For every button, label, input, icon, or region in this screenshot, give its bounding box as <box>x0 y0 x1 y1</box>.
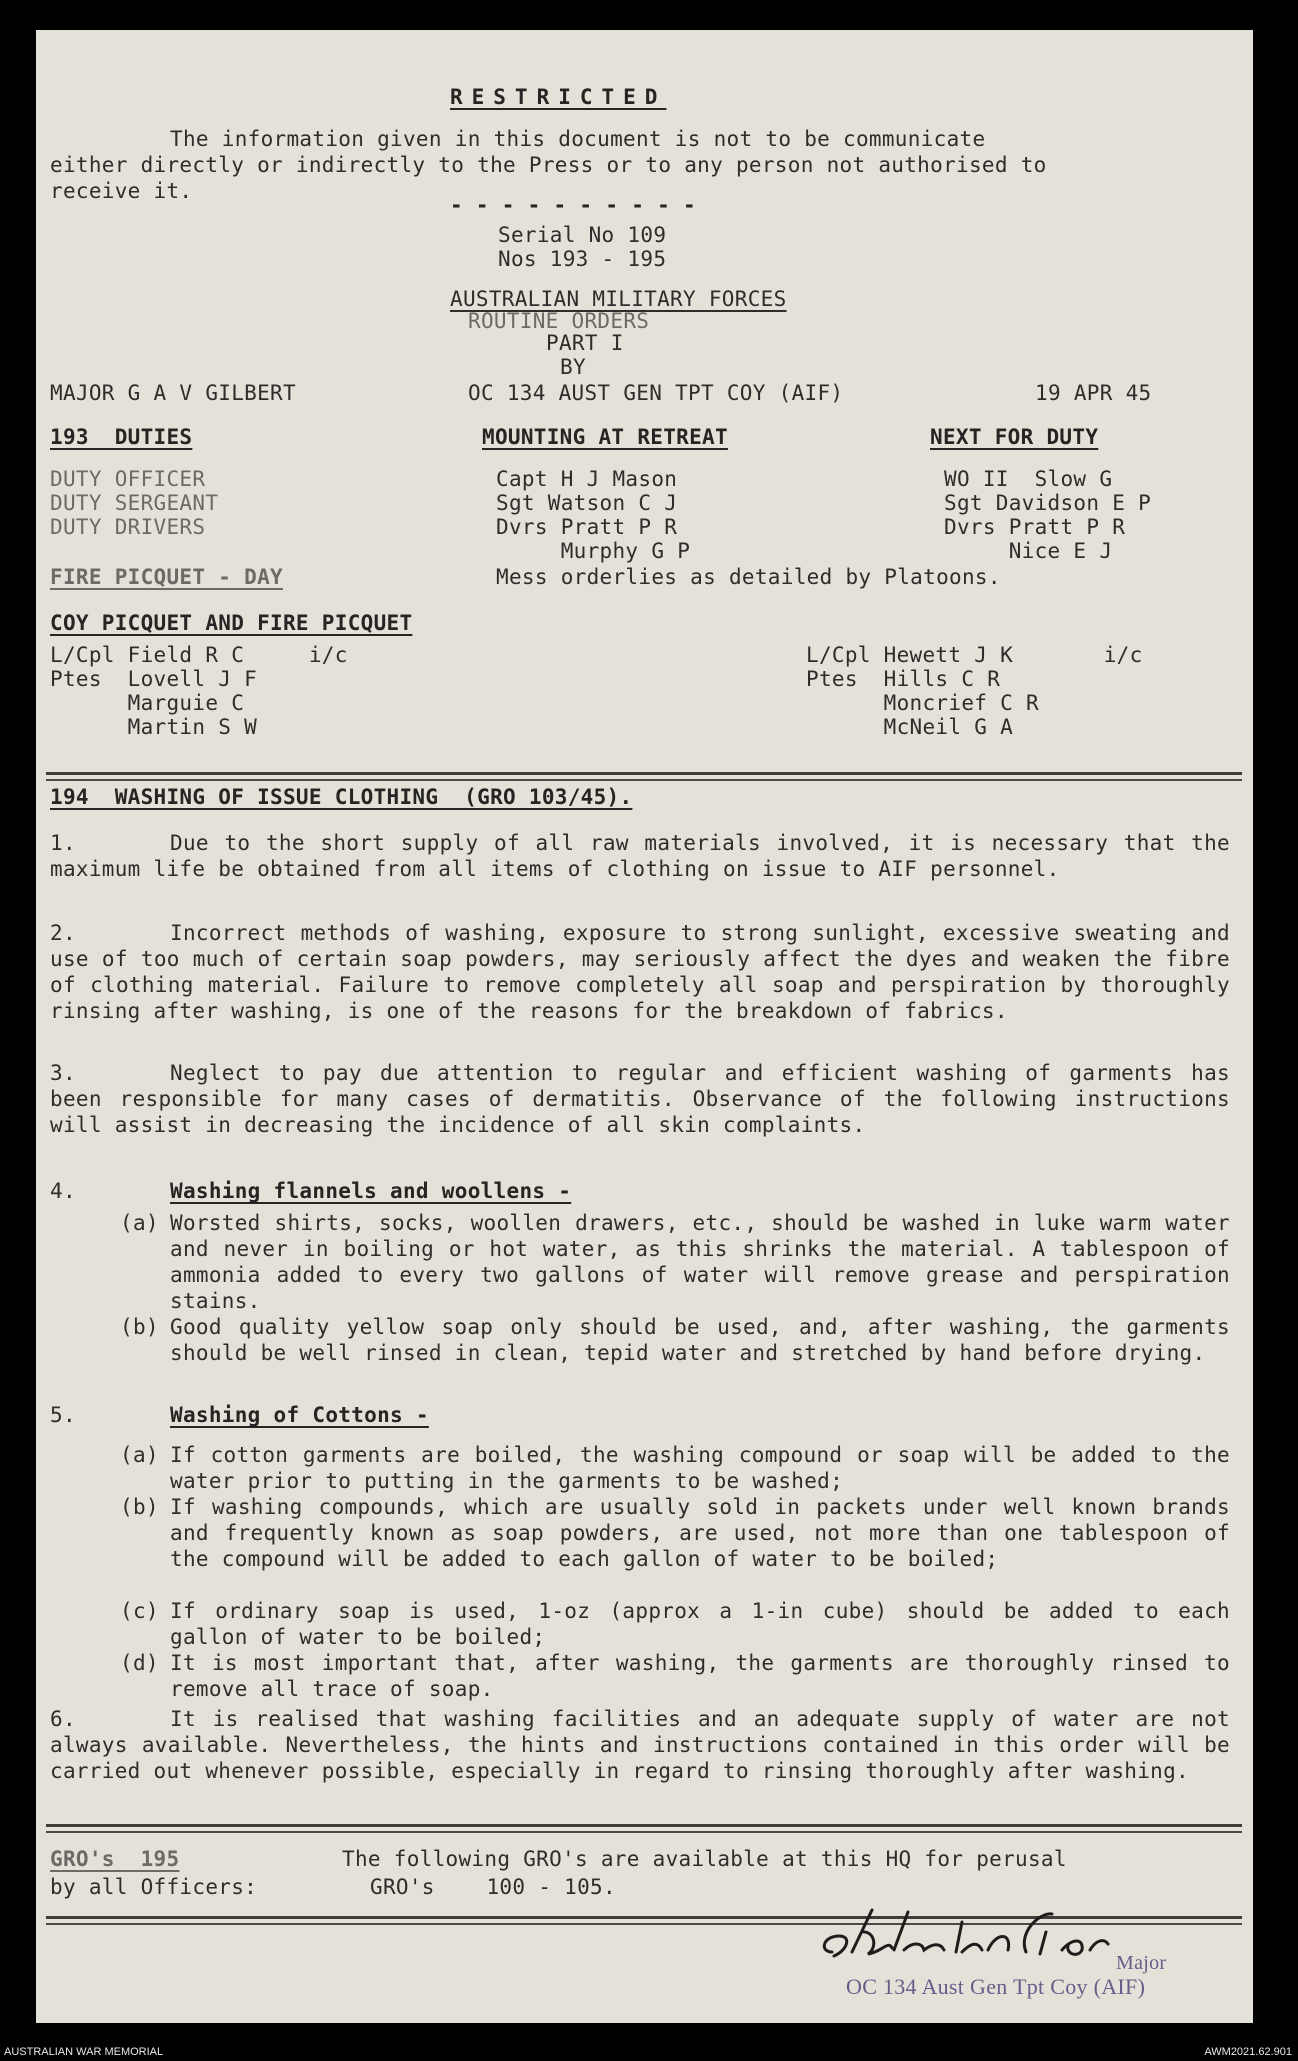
subpara-letter: (a) <box>120 1211 159 1235</box>
picquet-next-member: L/Cpl Hewett J K i/c <box>806 643 1143 667</box>
orders-title: ROUTINE ORDERS <box>468 309 650 333</box>
subpara-text: Worsted shirts, socks, woollen drawers, etc., should be washed in luke warm water and never in boiling or hot water, as this shrinks the material. A tablespoon of ammonia added to every two gallons of water will remove grease and perspiration stains. <box>170 1211 1230 1313</box>
duty-next: Dvrs Pratt P R <box>944 515 1126 539</box>
flannels-heading: Washing flannels and woollens - <box>170 1179 572 1203</box>
duty-next: Sgt Davidson E P <box>944 491 1152 515</box>
part-title: PART I <box>546 331 624 355</box>
gros-line-2-left: by all Officers: <box>50 1875 258 1899</box>
para-text: Due to the short supply of all raw materials involved, it is necessary that the maximum life be obtained from all items of clothing on issue to AIF personnel. <box>50 831 1230 881</box>
picquet-member: L/Cpl Field R C i/c <box>50 643 348 667</box>
section-divider <box>46 779 1242 781</box>
duty-role: DUTY DRIVERS <box>50 515 206 539</box>
subpara-letter: (d) <box>120 1651 159 1675</box>
fire-picquet-heading: FIRE PICQUET - DAY <box>50 565 283 589</box>
subpara-letter: (c) <box>120 1599 159 1623</box>
order-numbers: Nos 193 - 195 <box>498 247 667 271</box>
duty-mounting: Sgt Watson C J <box>496 491 678 515</box>
picquet-next-member: Moncrief C R <box>806 691 1039 715</box>
para-number: 2. <box>50 921 76 945</box>
restricted-heading: RESTRICTED <box>450 85 667 109</box>
warning-line-3: receive it. <box>50 179 193 203</box>
section-divider <box>46 772 1242 775</box>
duty-role: DUTY SERGEANT <box>50 491 219 515</box>
picquet-member: Martin S W <box>50 715 258 739</box>
gros-line-1: The following GRO's are available at this HQ for perusal <box>342 1847 1067 1871</box>
subpara-text: If cotton garments are boiled, the washing compound or soap will be added to the water prior to putting in the garments to be washed; <box>170 1443 1230 1493</box>
para-text: Neglect to pay due attention to regular and efficient washing of garments has been responsible for many cases of dermatitis. Observance of the following instructions will assist in decreasing the incidence of all skin complaints. <box>50 1061 1230 1137</box>
subpara-letter: (a) <box>120 1443 159 1467</box>
subpara-text: It is most important that, after washing, the garments are thoroughly rinsed to remove all trace of soap. <box>170 1651 1230 1701</box>
next-for-duty-heading: NEXT FOR DUTY <box>930 425 1099 449</box>
major-name: MAJOR G A V GILBERT <box>50 381 296 405</box>
footer-reference: AWM2021.62.901 <box>1204 2046 1292 2058</box>
para-number: 1. <box>50 831 76 855</box>
oc-unit: OC 134 AUST GEN TPT COY (AIF) <box>468 381 844 405</box>
para-text: It is realised that washing facilities and an adequate supply of water are not always available. Nevertheless, the hints and instructions contained in this order will be carried out whenever possible, especially in regard to rinsing thoroughly after washing. <box>50 1707 1230 1783</box>
gros-heading: GRO's 195 <box>50 1847 180 1871</box>
subpara-letter: (b) <box>120 1315 159 1339</box>
para-number: 3. <box>50 1061 76 1085</box>
serial-number: Serial No 109 <box>498 223 667 247</box>
picquet-next-member: Ptes Hills C R <box>806 667 1001 691</box>
document-page <box>36 30 1253 2023</box>
order-date: 19 APR 45 <box>1035 381 1152 405</box>
warning-line-1: The information given in this document is not to be communicate <box>170 127 986 151</box>
picquet-member: Marguie C <box>50 691 245 715</box>
duties-heading: 193 DUTIES <box>50 425 193 449</box>
para-number: 5. <box>50 1403 76 1427</box>
para-number: 6. <box>50 1707 76 1731</box>
duty-role: DUTY OFFICER <box>50 467 206 491</box>
footer-credit: AUSTRALIAN WAR MEMORIAL <box>4 2046 164 2058</box>
cottons-heading: Washing of Cottons - <box>170 1403 429 1427</box>
mounting-heading: MOUNTING AT RETREAT <box>482 425 728 449</box>
separator-dashes: - - - - - - - - - - <box>450 193 696 217</box>
mess-orderlies-line: Mess orderlies as detailed by Platoons. <box>496 565 1001 589</box>
gros-line-2-right: GRO's 100 - 105. <box>370 1875 616 1899</box>
duty-mounting: Murphy G P <box>496 539 691 563</box>
para-text: Incorrect methods of washing, exposure to strong sunlight, excessive sweating and use of too much of certain soap powders, may seriously affect the dyes and weaken the fibre of clothing material. Failure to remove completely all soap and perspiration by thoroughly rinsing after washing, is one of the reasons for the breakdown of fabrics. <box>50 921 1230 1023</box>
picquet-member: Ptes Lovell J F <box>50 667 258 691</box>
duty-mounting: Capt H J Mason <box>496 467 678 491</box>
subpara-text: If washing compounds, which are usually sold in packets under well known brands and frequently known as soap powders, are used, not more than one tablespoon of the compound will be added to each gallon of water to be boiled; <box>170 1495 1230 1571</box>
para-number: 4. <box>50 1179 76 1203</box>
coy-picquet-heading: COY PICQUET AND FIRE PICQUET <box>50 611 413 635</box>
duty-next: Nice E J <box>944 539 1113 563</box>
duty-next: WO II Slow G <box>944 467 1113 491</box>
section-divider <box>46 1824 1242 1827</box>
duty-mounting: Dvrs Pratt P R <box>496 515 678 539</box>
stamp-rank: Major <box>1116 1952 1167 1974</box>
by-line: BY <box>560 355 586 379</box>
subpara-letter: (b) <box>120 1495 159 1519</box>
subpara-text: Good quality yellow soap only should be used, and, after washing, the garments should be well rinsed in clean, tepid water and stretched by hand before drying. <box>170 1315 1230 1365</box>
warning-line-2: either directly or indirectly to the Press or to any person not authorised to <box>50 153 1047 177</box>
washing-heading: 194 WASHING OF ISSUE CLOTHING (GRO 103/45). <box>50 785 633 809</box>
section-divider <box>46 1831 1242 1833</box>
subpara-text: If ordinary soap is used, 1-oz (approx a 1-in cube) should be added to each gallon of water to be boiled; <box>170 1599 1230 1649</box>
stamp-unit: OC 134 Aust Gen Tpt Coy (AIF) <box>846 1974 1146 1999</box>
forces-title: AUSTRALIAN MILITARY FORCES <box>450 287 787 311</box>
picquet-next-member: McNeil G A <box>806 715 1014 739</box>
